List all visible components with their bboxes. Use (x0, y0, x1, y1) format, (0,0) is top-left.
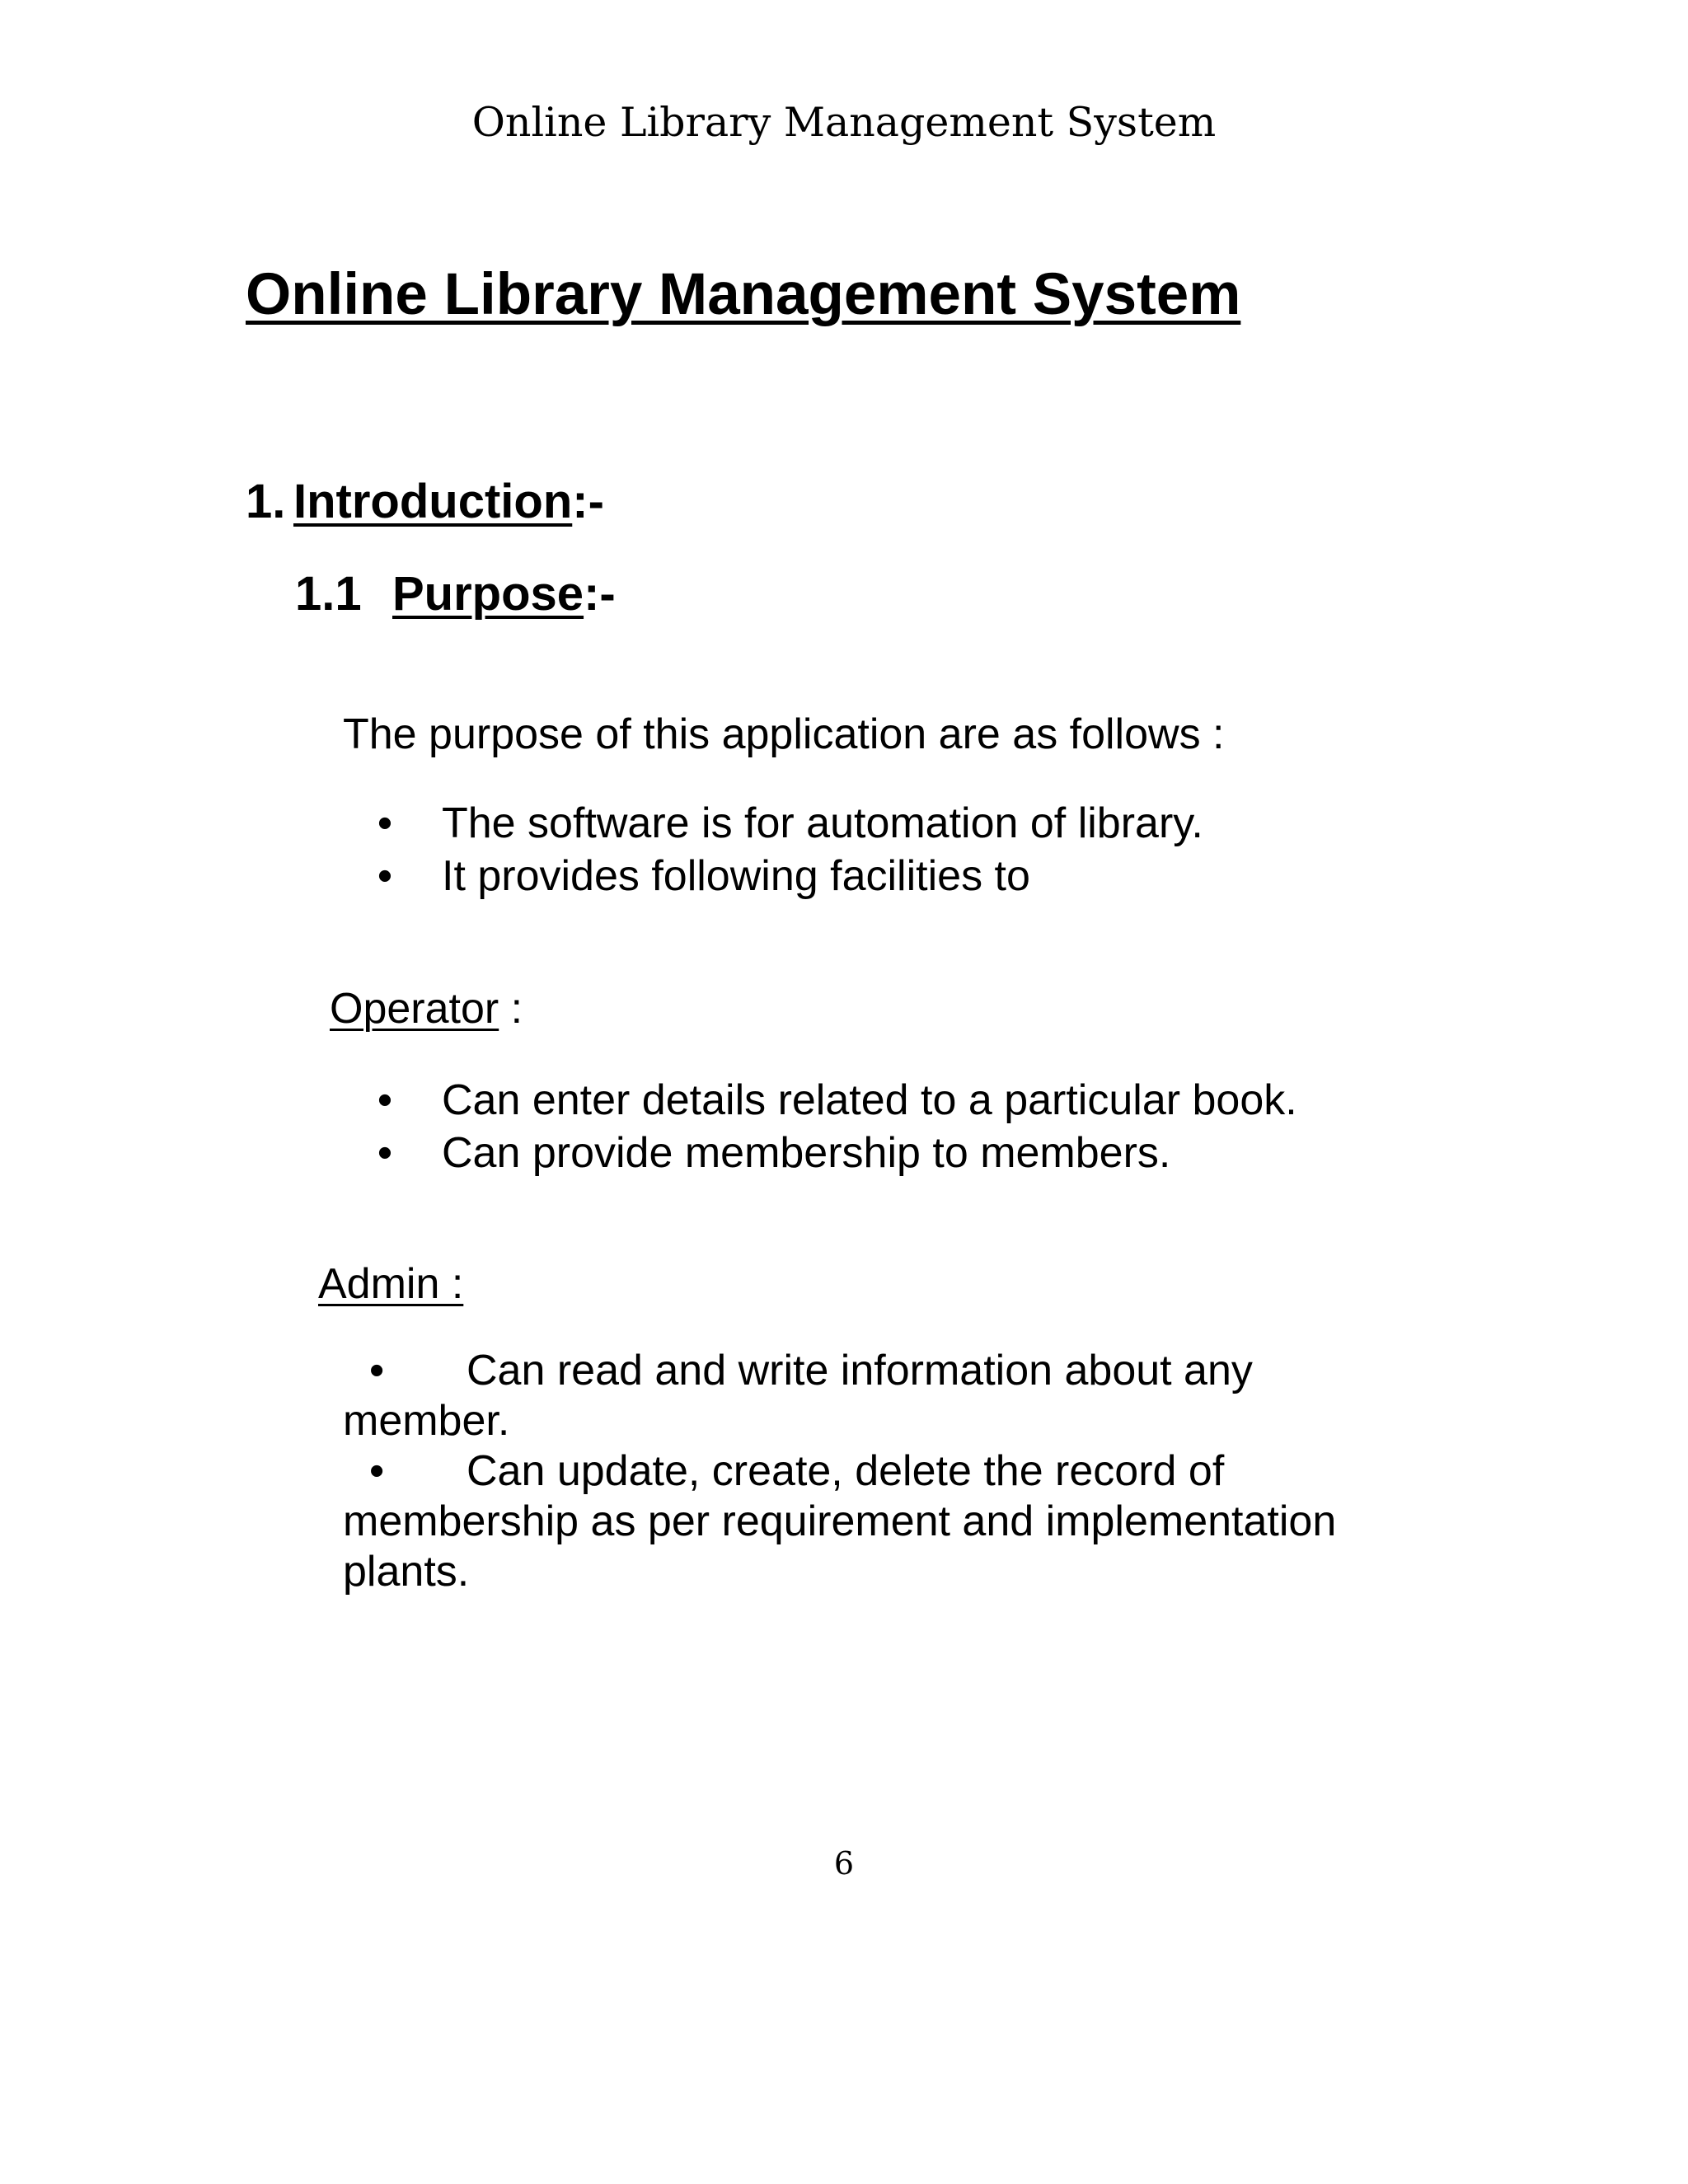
section-number: 1. (246, 475, 286, 528)
document-title: Online Library Management System (246, 262, 1241, 327)
subsection-title: Purpose (392, 567, 584, 621)
bullet-icon: • (377, 799, 393, 847)
list-item (368, 850, 1203, 902)
subsection-suffix: :- (584, 567, 616, 621)
bullet-text: Can read and write information about any member. (343, 1347, 1253, 1445)
list-item (368, 797, 1203, 850)
admin-label (318, 1260, 464, 1308)
bullet-icon: • (369, 1347, 385, 1394)
subsection-number: 1.1 (295, 567, 362, 621)
purpose-bullet-list (368, 797, 1203, 902)
section-heading-introduction (246, 475, 604, 528)
page-number: 6 (833, 1845, 855, 1882)
list-item (343, 1446, 1414, 1597)
operator-label-suffix: : (499, 985, 523, 1033)
operator-label (330, 985, 523, 1033)
intro-paragraph: The purpose of this application are as follows : (343, 710, 1225, 758)
running-header: Online Library Management System (471, 99, 1217, 146)
subsection-heading-purpose (295, 567, 616, 621)
operator-bullet-list (368, 1074, 1297, 1179)
list-item (368, 1127, 1297, 1179)
operator-label-text: Operator (330, 985, 499, 1033)
bullet-text: Can provide membership to members. (442, 1129, 1171, 1177)
bullet-icon: • (377, 1076, 393, 1124)
bullet-text: Can enter details related to a particular book. (442, 1076, 1297, 1124)
bullet-icon: • (369, 1447, 385, 1495)
section-title: Introduction (293, 475, 573, 528)
admin-bullet-list (343, 1346, 1414, 1597)
bullet-text: It provides following facilities to (442, 852, 1030, 900)
list-item (368, 1074, 1297, 1127)
bullet-text: The software is for automation of library. (442, 799, 1203, 847)
list-item (343, 1346, 1414, 1446)
bullet-icon: • (377, 1129, 393, 1177)
admin-label-text: Admin : (318, 1260, 464, 1308)
bullet-text: Can update, create, delete the record of membership as per requirement and implementation plants. (343, 1447, 1337, 1596)
section-suffix: :- (572, 475, 604, 528)
bullet-icon: • (377, 852, 393, 900)
